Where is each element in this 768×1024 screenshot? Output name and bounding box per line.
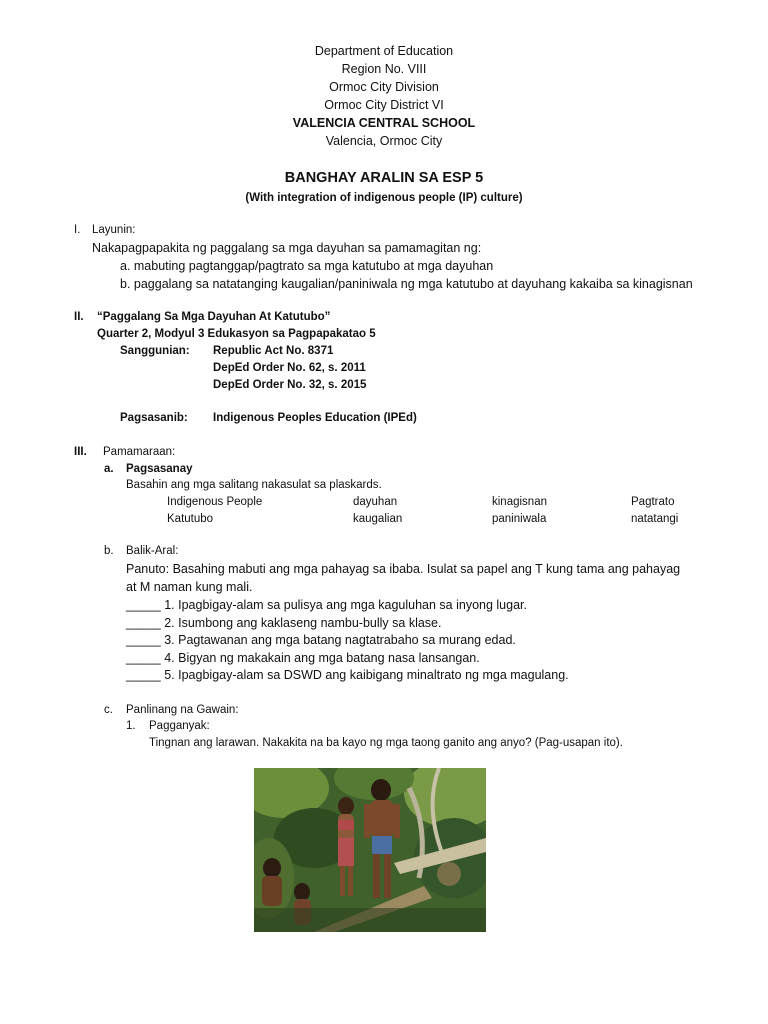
- sec3-c1-heading: Pagganyak:: [149, 720, 210, 732]
- word-card: Pagtrato: [631, 496, 675, 508]
- word-card: Katutubo: [167, 513, 214, 525]
- word-card: natatangi: [631, 513, 679, 525]
- sec3-a-heading: Pagsasanay: [126, 463, 193, 475]
- header-department: Department of Education: [314, 44, 454, 58]
- panuto-line-2: at M naman kung mali.: [126, 580, 253, 594]
- indigenous-people-photo: [254, 768, 486, 932]
- review-item: _____ 1. Ipagbigay-alam sa pulisya ang mga kaguluhan sa inyong lugar.: [126, 598, 527, 612]
- word-card: Indigenous People: [167, 496, 263, 508]
- word-card: paniniwala: [492, 513, 547, 525]
- sec3-a-letter: a.: [104, 463, 114, 475]
- sec3-c-letter: c.: [104, 704, 113, 716]
- review-item: _____ 3. Pagtawanan ang mga batang nagtatrabaho sa murang edad.: [126, 633, 516, 647]
- review-item: _____ 2. Isumbong ang kaklaseng nambu-bully sa klase.: [126, 616, 442, 630]
- header-region: Region No. VIII: [341, 62, 427, 76]
- sec3-c1-number: 1.: [126, 720, 136, 732]
- review-item: _____ 4. Bigyan ng makakain ang mga batang nasa lansangan.: [126, 651, 480, 665]
- doc-subtitle: (With integration of indigenous people (IP) culture): [245, 192, 523, 204]
- pagsasanib-label: Pagsasanib:: [120, 412, 188, 424]
- pagsasanib-value: Indigenous Peoples Education (IPEd): [213, 412, 417, 424]
- sec3-b-letter: b.: [104, 545, 114, 557]
- header-district: Ormoc City District VI: [324, 98, 444, 112]
- word-card: kaugalian: [353, 513, 403, 525]
- sec2-heading: “Paggalang Sa Mga Dayuhan At Katutubo”: [97, 311, 331, 323]
- sec3-number: III.: [74, 446, 87, 458]
- panuto-line-1: Panuto: Basahing mabuti ang mga pahayag sa ibaba. Isulat sa papel ang T kung tama ang pahayag: [126, 562, 681, 576]
- sec2-number: II.: [74, 311, 84, 323]
- sec1-intro: Nakapagpapakita ng paggalang sa mga dayuhan sa pamamagitan ng:: [92, 241, 482, 255]
- sec1-heading: Layunin:: [92, 224, 136, 236]
- sec3-b-heading: Balik-Aral:: [126, 545, 179, 557]
- doc-title: BANGHAY ARALIN SA ESP 5: [284, 170, 484, 186]
- review-item: _____ 5. Ipagbigay-alam sa DSWD ang kaibigang minaltrato ng mga magulang.: [126, 668, 569, 682]
- sec1-number: I.: [74, 224, 81, 236]
- reference-1: Republic Act No. 8371: [213, 345, 334, 357]
- word-card: dayuhan: [353, 496, 398, 508]
- reference-3: DepEd Order No. 32, s. 2015: [213, 379, 367, 391]
- sec1-item-b: b. paggalang sa natatanging kaugalian/paniniwala ng mga katutubo at dayuhang kakaiba sa kinagisnan: [120, 277, 693, 291]
- header-location: Valencia, Ormoc City: [325, 134, 443, 148]
- sanggunian-label: Sanggunian:: [120, 345, 190, 357]
- word-card: kinagisnan: [492, 496, 547, 508]
- sec2-quarter: Quarter 2, Modyul 3 Edukasyon sa Pagpapakatao 5: [97, 328, 376, 340]
- header-division: Ormoc City Division: [329, 80, 439, 94]
- sec3-a-intro: Basahin ang mga salitang nakasulat sa plaskards.: [126, 479, 382, 491]
- reference-2: DepEd Order No. 62, s. 2011: [213, 362, 366, 374]
- sec3-c1-text: Tingnan ang larawan. Nakakita na ba kayo ng mga taong ganito ang anyo? (Pag-usapan ito).: [149, 737, 623, 749]
- sec3-c-heading: Panlinang na Gawain:: [126, 704, 239, 716]
- sec1-item-a: a. mabuting pagtanggap/pagtrato sa mga katutubo at mga dayuhan: [120, 259, 494, 273]
- sec3-heading: Pamamaraan:: [103, 446, 176, 458]
- header-school: VALENCIA CENTRAL SCHOOL: [292, 116, 476, 130]
